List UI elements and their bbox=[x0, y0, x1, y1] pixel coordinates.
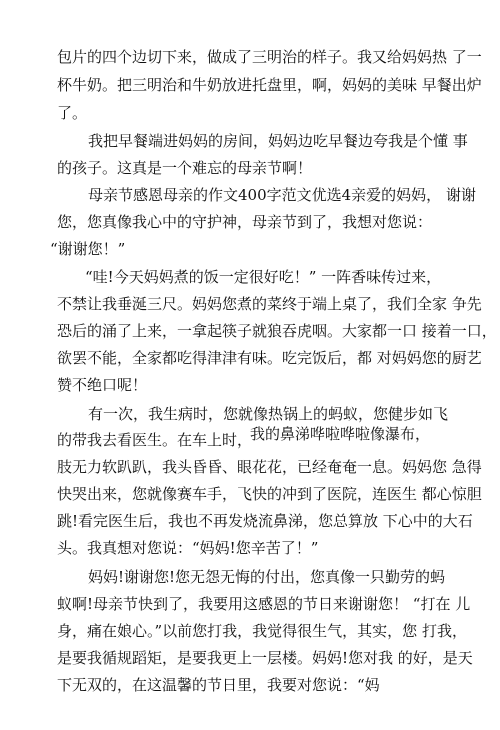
text-line: 我的鼻涕哗啦哗啦像瀑布， bbox=[250, 425, 431, 443]
text-line: 快哭出来，您就像赛车手，飞快的冲到了医院，连医生 都心惊胆 bbox=[57, 485, 482, 503]
text-line: 下无双的，在这温馨的节日里，我要对您说：“妈 bbox=[57, 676, 380, 694]
text-line: 是要我循规蹈矩，是要我更上一层楼。妈妈!您对我 的好，是天 bbox=[57, 649, 473, 667]
text-line: 我把早餐端进妈妈的房间，妈妈边吃早餐边夸我是个懂 事 bbox=[88, 132, 468, 150]
text-line: 了。 bbox=[57, 104, 88, 122]
text-line: 跳!看完医生后，我也不再发烧流鼻涕，您总算放 下心中的大石 bbox=[57, 512, 473, 530]
text-line: 杯牛奶。把三明治和牛奶放进托盘里，啊，妈妈的美味 早餐出炉 bbox=[57, 76, 482, 94]
text-line: 头。我真想对您说：“妈妈!您辛苦了！” bbox=[57, 539, 319, 557]
text-line: 包片的四个边切下来，做成了三明治的样子。我又给妈妈热 了一 bbox=[57, 48, 482, 66]
text-line: 肢无力软趴趴，我头昏昏、眼花花，已经奄奄一息。妈妈您 急得 bbox=[57, 458, 482, 476]
text-line: “哇!今天妈妈煮的饭一定很好吃！” 一阵香味传过来， bbox=[85, 268, 442, 286]
text-line: 身，痛在娘心。”以前您打我，我觉得很生气，其实，您 打我， bbox=[57, 622, 467, 640]
text-line: “谢谢您！” bbox=[50, 240, 126, 258]
text-line: 恐后的涌了上来，一拿起筷子就狼吞虎咽。大家都一口 接着一口， bbox=[57, 322, 497, 340]
text-line: 不禁让我垂涎三尺。妈妈您煮的菜终于端上桌了，我们全家 争先 bbox=[57, 295, 482, 313]
text-line: 母亲节感恩母亲的作文400字范文优选4亲爱的妈妈， 谢谢 bbox=[88, 186, 476, 204]
text-line: 赞不绝口呢！ bbox=[57, 376, 148, 394]
text-line: 您，您真像我心中的守护神，母亲节到了，我想对您说： bbox=[57, 213, 433, 231]
text-line: 的孩子。这真是一个难忘的母亲节啊！ bbox=[57, 159, 313, 177]
text-line: 的带我去看医生。在车上时， bbox=[57, 431, 253, 449]
text-line: 妈妈!谢谢您!您无怨无悔的付出，您真像一只勤劳的蚂 bbox=[88, 568, 446, 586]
text-line: 有一次，我生病时，您就像热锅上的蚂蚁，您健步如飞 bbox=[88, 405, 449, 423]
text-line: 蚁啊!母亲节快到了，我要用这感恩的节日来谢谢您！ “打在 儿 bbox=[57, 595, 471, 613]
text-line: 欲罢不能，全家都吃得津津有味。吃完饭后，都 对妈妈您的厨艺 bbox=[57, 349, 482, 367]
